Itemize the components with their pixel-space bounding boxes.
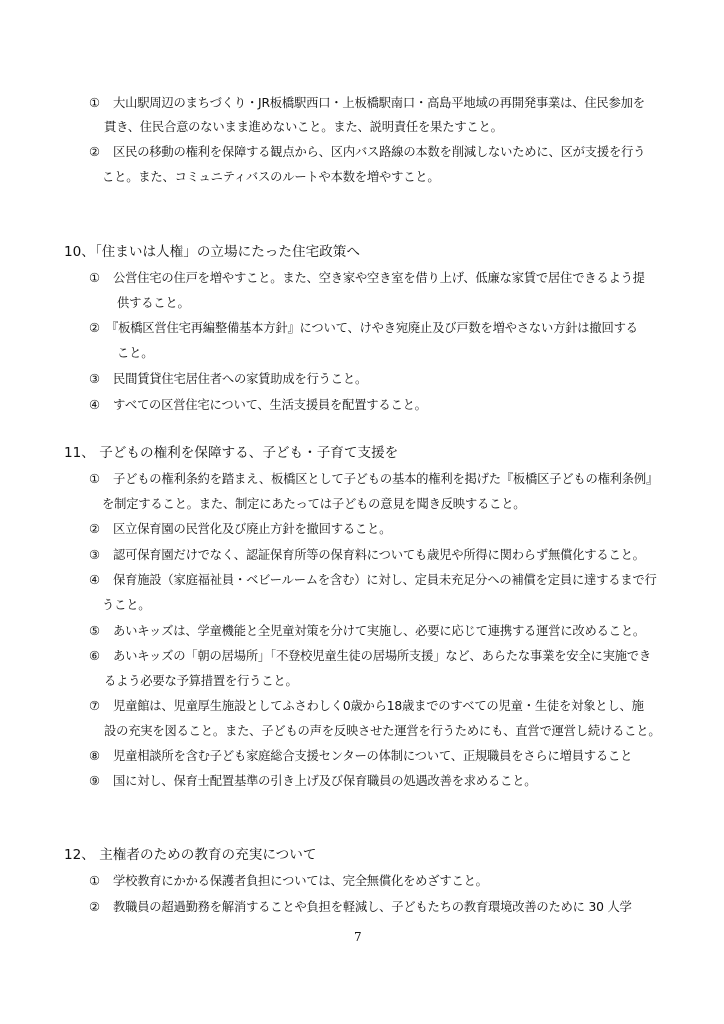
item-line: こと。: [117, 346, 154, 360]
item-marker: ⑧: [89, 749, 101, 763]
item-marker: ⑦: [89, 699, 101, 713]
item-line: 認可保育園だけでなく、認証保育所等の保育料についても歳児や所得に関わらず無償化すること。: [113, 548, 645, 562]
item-line: 学校教育にかかる保護者負担については、完全無償化をめざすこと。: [113, 874, 488, 888]
item-line: こと。また、コミュニティバスのルートや本数を増やすこと。: [102, 170, 440, 184]
item-marker: ⑥: [89, 649, 101, 663]
item-line: あいキッズは、学童機能と全児童対策を分けて実施し、必要に応じて連携する運営に改めること。: [113, 624, 646, 638]
item-line: 供すること。: [117, 296, 190, 310]
item-marker: ①: [89, 472, 101, 486]
item-line: 公営住宅の住戸を増やすこと。また、空き家や空き室を借り上げ、低廉な家賃で居住できるよう提: [113, 271, 645, 285]
item-line: るよう必要な予算措置を行うこと。: [104, 674, 298, 688]
item-marker: ①: [89, 874, 101, 888]
item-marker: ②: [89, 145, 101, 159]
item-marker: ②: [89, 900, 101, 914]
item-marker: ④: [89, 398, 101, 412]
item-line: 教職員の超過勤務を解消することや負担を軽減し、子どもたちの教育環境改善のために 30 人学: [113, 900, 632, 914]
item-marker: ①: [89, 96, 101, 110]
item-line: 児童館は、児童厚生施設としてふさわしく0歳から18歳までのすべての児童・生徒を対象とし、施: [113, 699, 644, 713]
item-line: 『板橋区営住宅再編整備基本方針』について、けやき宛廃止及び戸数を増やさない方針は撤回する: [106, 321, 638, 335]
item-marker: ③: [89, 372, 101, 386]
item-line: あいキッズの「朝の居場所」「不登校児童生徒の居場所支援」など、あらたな事業を安全に実施でき: [113, 649, 651, 663]
section-heading: 10、「住まいは人権」の立場にたった住宅政策へ: [64, 244, 360, 260]
item-line: 保育施設（家庭福祉員・ベビールームを含む）に対し、定員未充足分への補償を定員に達するまで行: [113, 573, 657, 587]
item-marker: ③: [89, 548, 101, 562]
item-marker: ⑤: [89, 624, 101, 638]
item-line: 子どもの権利条約を踏まえ、板橋区として子どもの基本的権利を掲げた『板橋区子どもの権利条例』: [113, 472, 659, 486]
item-line: 区民の移動の権利を保障する観点から、区内バス路線の本数を削減しないために、区が支援を行う: [113, 145, 646, 159]
item-line: 大山駅周辺のまちづくり・JR板橋駅西口・上板橋駅南口・高島平地域の再開発事業は、住民参加を: [113, 96, 645, 110]
item-line: 児童相談所を含む子ども家庭総合支援センターの体制について、正規職員をさらに増員すること: [113, 749, 633, 763]
item-line: 貫き、住民合意のないまま進めないこと。また、説明責任を果たすこと。: [104, 120, 503, 134]
section-heading: 11、 子どもの権利を保障する、子ども・子育て支援を: [64, 445, 399, 461]
item-line: うこと。: [102, 598, 151, 612]
item-line: 設の充実を図ること。また、子どもの声を反映させた運営を行うためにも、直営で運営し続けること。: [104, 724, 661, 738]
section-heading: 12、 主権者のための教育の充実について: [64, 847, 317, 863]
item-line: 区立保育園の民営化及び廃止方針を撤回すること。: [113, 522, 392, 536]
item-line: すべての区営住宅について、生活支援員を配置すること。: [113, 398, 427, 412]
page-number: 7: [354, 930, 362, 944]
item-marker: ②: [89, 321, 101, 335]
item-line: を制定すること。また、制定にあたっては子どもの意見を聞き反映すること。: [102, 497, 526, 511]
item-marker: ①: [89, 271, 101, 285]
item-marker: ④: [89, 573, 101, 587]
item-marker: ⑨: [89, 774, 101, 788]
item-marker: ②: [89, 522, 101, 536]
item-line: 国に対し、保育士配置基準の引き上げ及び保育職員の処遇改善を求めること。: [113, 774, 537, 788]
item-line: 民間賃貸住宅居住者への家賃助成を行うこと。: [113, 372, 368, 386]
